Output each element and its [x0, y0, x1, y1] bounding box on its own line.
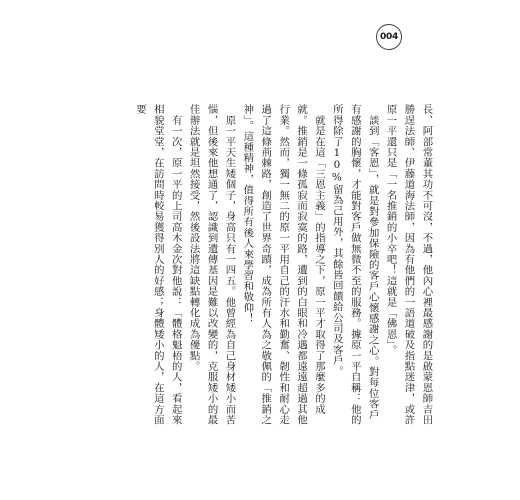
paragraph: 就是在這「三恩主義」的指導之下，原一平才取得了那麼多的成就。推銷是一條孤寂而寂寞的路，遭到的白眼和冷遇都遠遠超過其他行業。然而，獨一無二的原一平用自己的汗水和勤奮、韌性和耐心走過了這條荊棘路，創造了世界奇蹟，成為所有人為之敬佩的「推銷之神」。這種精神，值得所有後人來學習和敬仰！ — [241, 104, 325, 425]
page-number-label: 004 — [380, 32, 398, 42]
paragraph: 長、阿部常董其功不可沒，不過，他內心裡最感謝的是啟蒙恩師吉田勝逞法師、伊藤道海法師，因為有他們的一語道破及指點迷津，或許原一平還只是「一名推銷的小卒吧！這就是「佛恩」。 — [384, 104, 433, 425]
body-text — [130, 104, 433, 430]
paragraph: 原一平天生矮個子，身高只有一四五。他曾經為自己身材矮小而苦惱，但後來他想通了，認識到遺傳基因是難以改變的，克服矮小的最佳辦法就是坦然接受，然後設法將這缺點轉化成為優點。 — [187, 104, 236, 426]
vertical-text-column — [130, 104, 434, 430]
page-number — [376, 24, 402, 50]
paragraph: 談到「客恩」，就是對參加保險的客戶心懷感謝之心。對每位客戶有感謝的胸懷，才能對客戶做無微不至的服務。據原一平自稱：他的所得除了10%留為己用外，其餘皆回饋給公司及客戶。 — [330, 104, 379, 425]
paragraph: 有一次，原一平的上司高木金次對他說：「體格魁梧的人，看起來相貌堂堂，在訪問時較易獲得別人的好感；身體矮小的人，在這方面要 — [133, 104, 182, 426]
